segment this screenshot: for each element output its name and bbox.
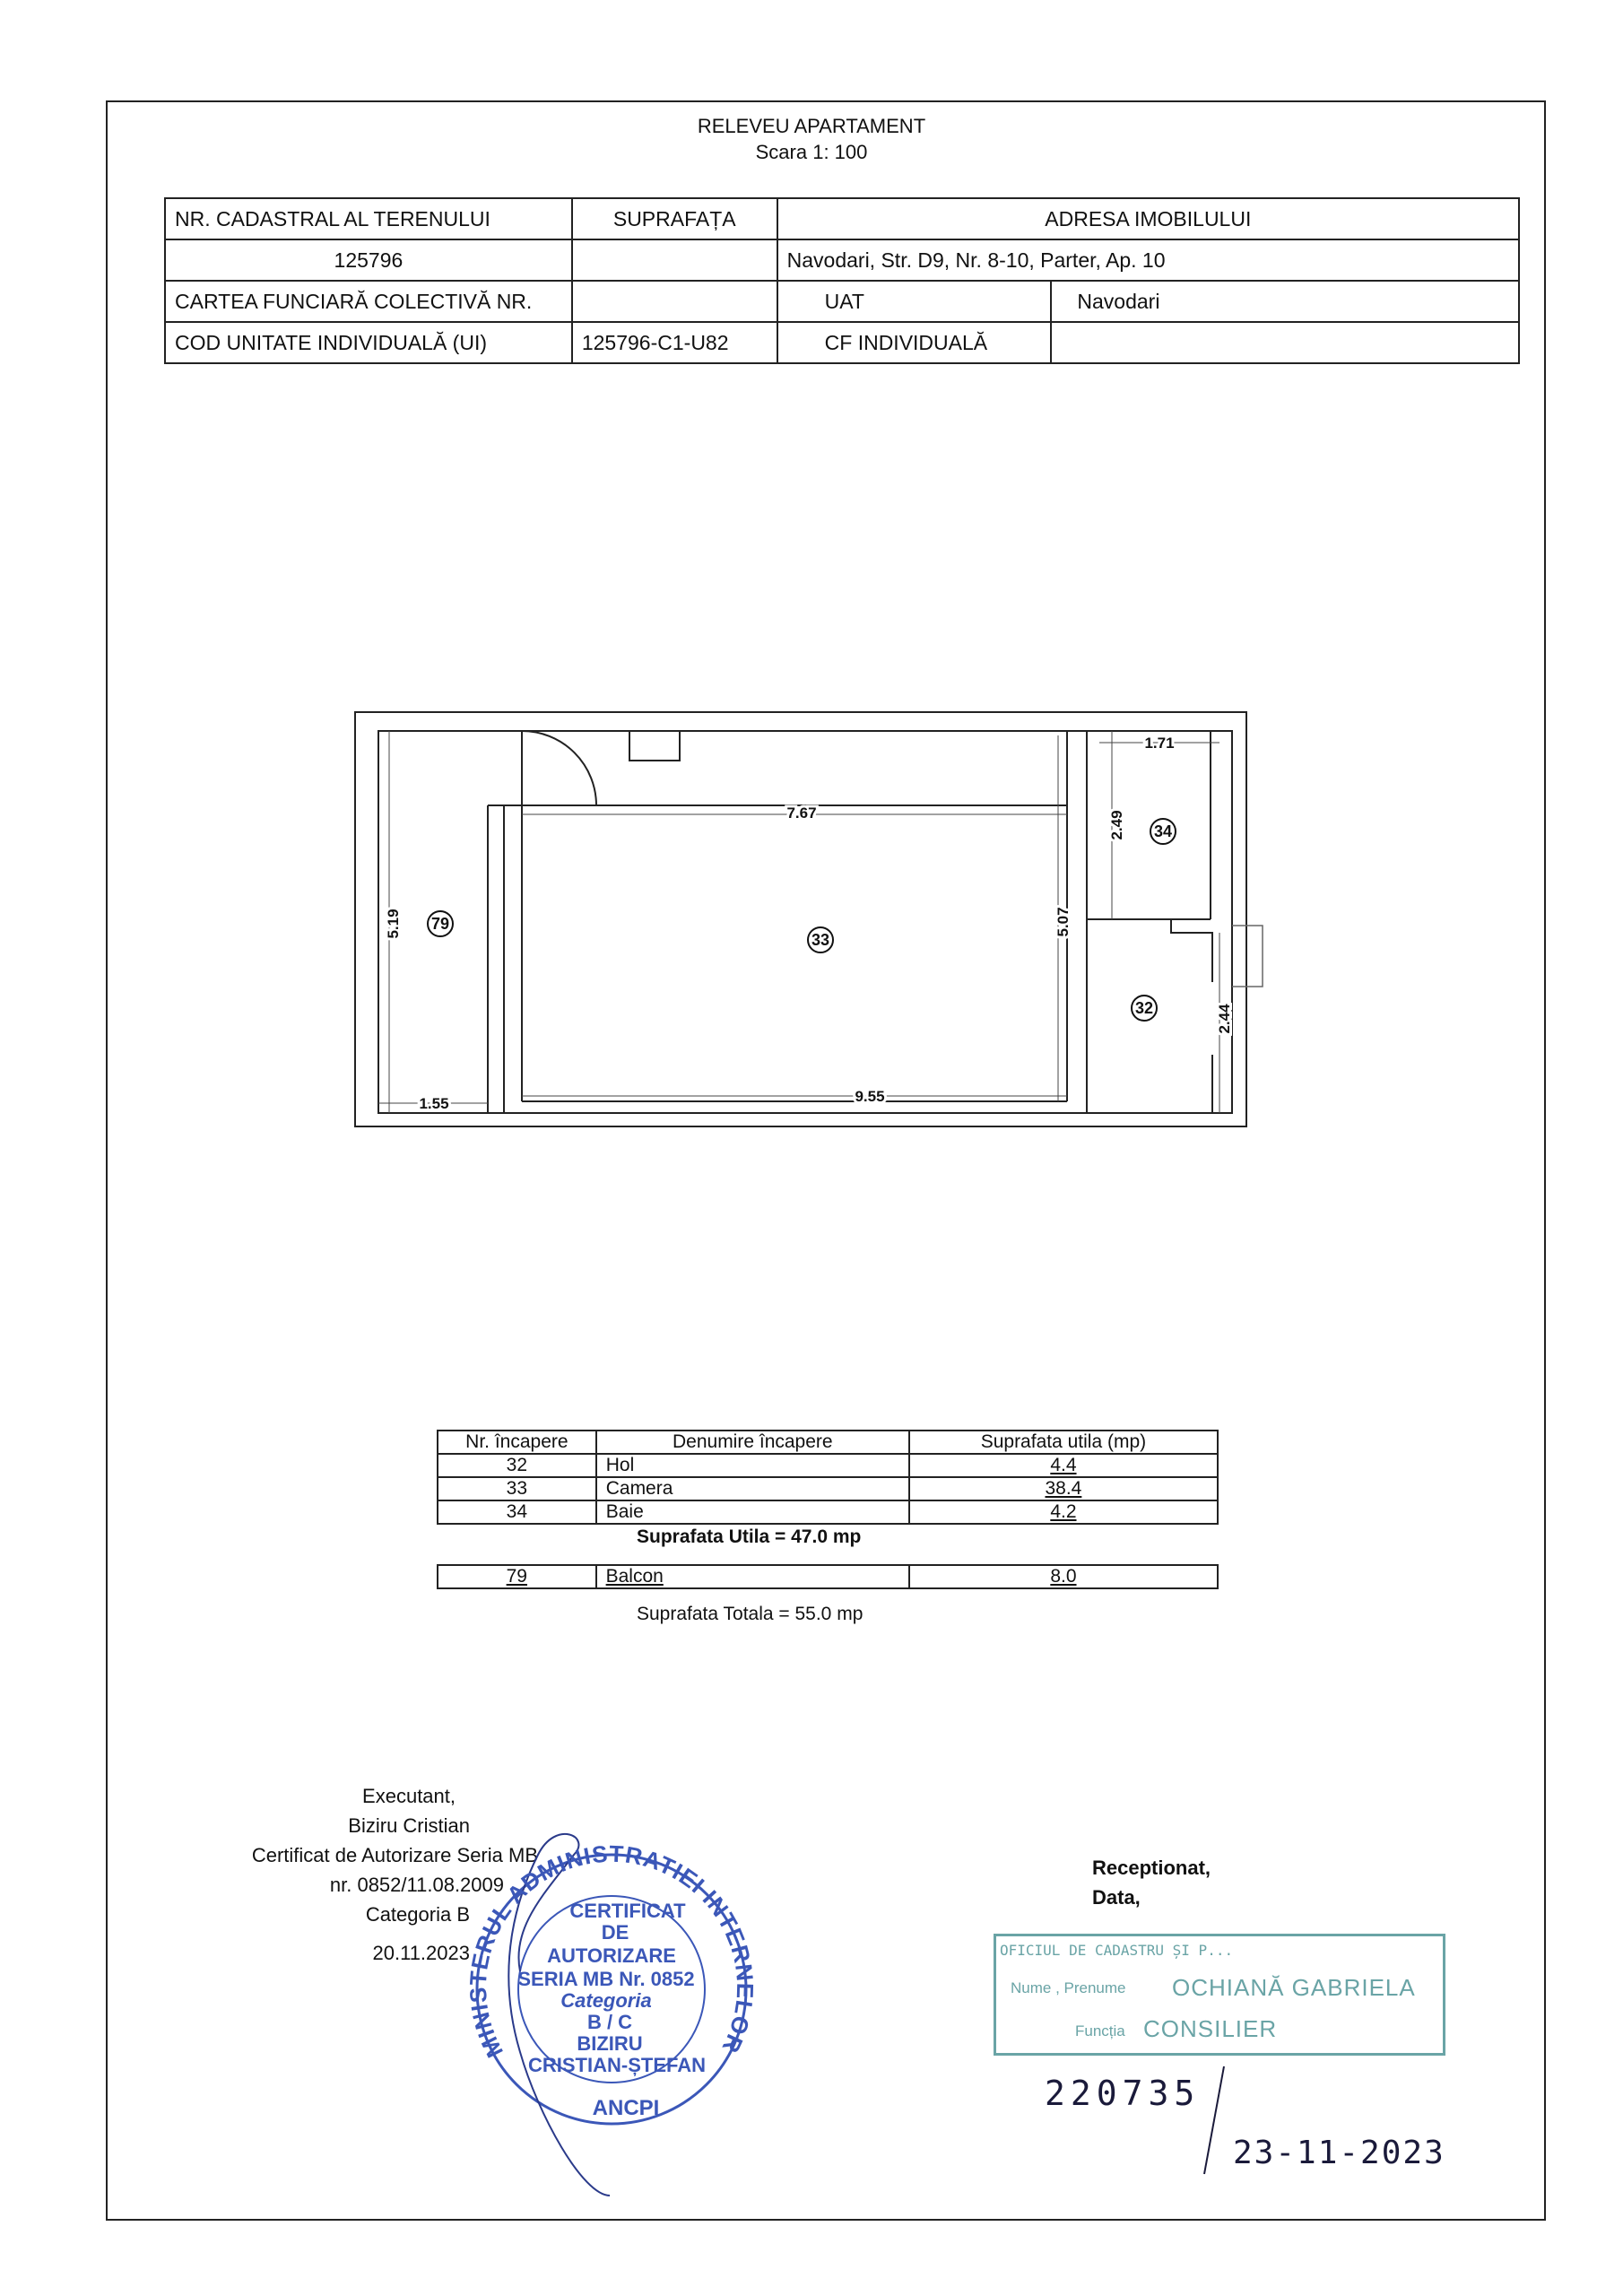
rooms-header-area: Suprafata utila (mp) xyxy=(909,1431,1218,1454)
receptionat-label: Receptionat, xyxy=(1092,1857,1211,1879)
room-area: 4.2 xyxy=(909,1500,1218,1524)
seal-ring-text: MINISTERUL ADMINISTRATIEI INTERNELOR xyxy=(464,1839,759,2063)
useful-total: Suprafata Utila = 47.0 mp xyxy=(637,1526,862,1547)
room-area: 38.4 xyxy=(909,1477,1218,1500)
uat-label: UAT xyxy=(777,281,1052,322)
uat-value: Navodari xyxy=(1051,281,1519,322)
authorization-seal xyxy=(457,1819,762,2205)
cf-colectiva-label: CARTEA FUNCIARĂ COLECTIVĂ NR. xyxy=(165,281,572,322)
room-marker-33: 33 xyxy=(811,931,830,949)
address-value: Navodari, Str. D9, Nr. 8-10, Parter, Ap. 10 xyxy=(777,239,1519,281)
scale-label: Scara 1: 100 xyxy=(755,141,868,163)
ocpi-stamp xyxy=(994,1934,1445,2056)
balcony-name: Balcon xyxy=(596,1565,909,1588)
seal-line-6: B / C xyxy=(586,2011,633,2033)
executant-name: Biziru Cristian xyxy=(348,1814,470,1837)
table-row xyxy=(438,1500,1218,1524)
executant-cert-nr: nr. 0852/11.08.2009 xyxy=(329,1874,504,1896)
cf-individuala-label: CF INDIVIDUALĂ xyxy=(777,322,1052,363)
ocpi-function-label: Funcția xyxy=(1075,2022,1125,2039)
handwritten-date: 23-11-2023 xyxy=(1233,2135,1445,2171)
room-name: Camera xyxy=(596,1477,909,1500)
dim-label-5-19: 5.19 xyxy=(385,909,402,939)
table-row xyxy=(438,1477,1218,1500)
dim-label-1-55: 1.55 xyxy=(419,1095,449,1112)
receptionat-block xyxy=(1092,1853,1211,1912)
room-name: Baie xyxy=(596,1500,909,1524)
room-marker-32: 32 xyxy=(1134,999,1154,1017)
room-area: 4.4 xyxy=(909,1454,1218,1477)
grand-total: Suprafata Totala = 55.0 mp xyxy=(637,1604,864,1624)
cadastral-value: 125796 xyxy=(165,239,572,281)
cadastral-label: NR. CADASTRAL AL TERENULUI xyxy=(165,198,572,239)
executant-cert: Certificat de Autorizare Seria MB xyxy=(251,1844,538,1866)
dim-label-9-55: 9.55 xyxy=(855,1088,885,1105)
dim-label-2-49: 2.49 xyxy=(1108,810,1125,840)
ocpi-stamp-line-1: OFICIUL DE CADASTRU ȘI P... xyxy=(1000,1942,1234,1959)
table-row xyxy=(438,1565,1218,1588)
dim-label-5-07: 5.07 xyxy=(1055,907,1072,937)
seal-line-2: DE xyxy=(601,1921,629,1944)
balcony-nr: 79 xyxy=(438,1565,596,1588)
ocpi-function-value: CONSILIER xyxy=(1143,2015,1278,2042)
seal-line-8: CRISTIAN-ȘTEFAN xyxy=(528,2054,706,2076)
dim-label-1-71: 1.71 xyxy=(1144,735,1175,752)
rooms-header-name: Denumire încapere xyxy=(596,1431,909,1454)
table-row xyxy=(438,1454,1218,1477)
seal-bottom: ANCPI xyxy=(592,2096,660,2120)
rooms-header-nr: Nr. încapere xyxy=(438,1431,596,1454)
room-marker-79: 79 xyxy=(430,915,450,933)
door-swing xyxy=(522,731,596,805)
handwritten-number: 220735 xyxy=(1045,2074,1201,2113)
surface-label: SUPRAFAȚA xyxy=(572,198,777,239)
window-notch xyxy=(629,731,680,761)
room-marker-34: 34 xyxy=(1153,822,1173,840)
cod-ui-label: COD UNITATE INDIVIDUALĂ (UI) xyxy=(165,322,572,363)
executant-label: Executant, xyxy=(362,1785,456,1807)
balcony-table xyxy=(437,1564,1219,1589)
dim-label-7-67: 7.67 xyxy=(786,804,817,822)
balcony-area: 8.0 xyxy=(909,1565,1218,1588)
room-name: Hol xyxy=(596,1454,909,1477)
seal-line-3: AUTORIZARE xyxy=(547,1944,676,1967)
address-label: ADRESA IMOBILULUI xyxy=(777,198,1519,239)
seal-line-5: Categoria xyxy=(560,1989,652,2012)
seal-line-1: CERTIFICAT xyxy=(569,1900,686,1922)
executant-date: 20.11.2023 xyxy=(372,1942,470,1964)
handwritten-slash xyxy=(1197,2063,1233,2179)
room-nr: 33 xyxy=(438,1477,596,1500)
executant-category: Categoria B xyxy=(365,1903,470,1926)
ocpi-name-value: OCHIANĂ GABRIELA xyxy=(1172,1974,1416,2001)
room-nr: 34 xyxy=(438,1500,596,1524)
receptionat-date: Data, xyxy=(1092,1886,1141,1909)
ocpi-name-label: Nume , Prenume xyxy=(1011,1979,1126,1996)
document-title: RELEVEU APARTAMENT xyxy=(697,115,926,137)
room-nr: 32 xyxy=(438,1454,596,1477)
rooms-table xyxy=(437,1430,1219,1525)
seal-line-4: SERIA MB Nr. 0852 xyxy=(517,1968,695,1990)
wall-hall xyxy=(1171,919,1212,982)
dim-label-2-44: 2.44 xyxy=(1216,1004,1233,1034)
seal-line-7: BIZIRU xyxy=(577,2032,643,2055)
cod-ui-value: 125796-C1-U82 xyxy=(572,322,777,363)
plan-inner-wall xyxy=(378,731,1232,1113)
